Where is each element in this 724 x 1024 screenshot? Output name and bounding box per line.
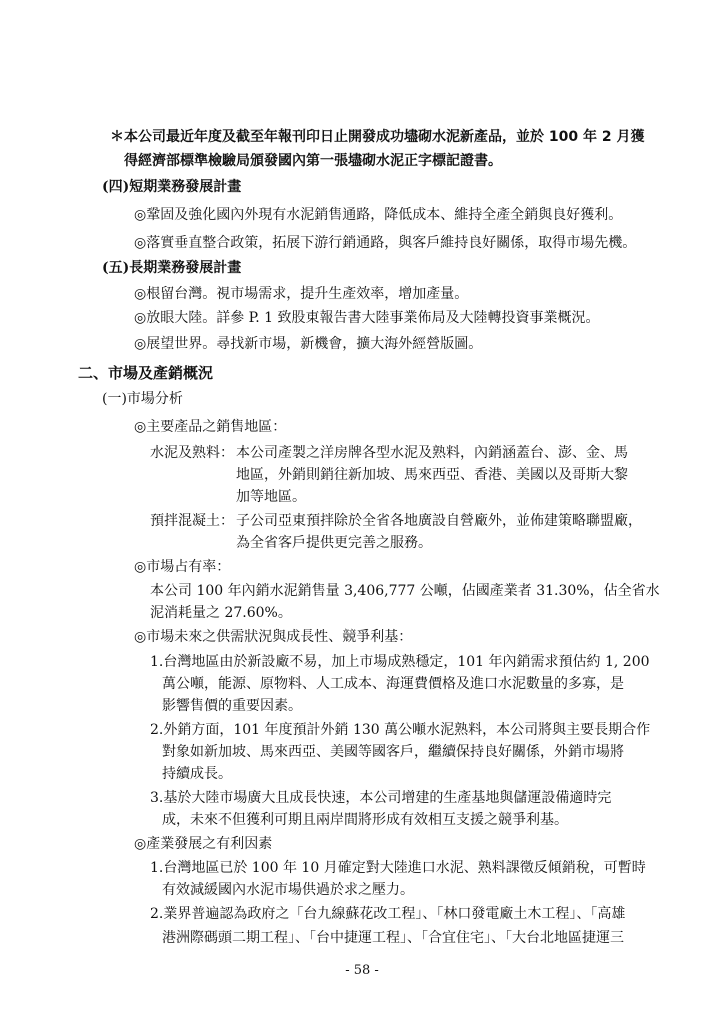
section-5-title: (五)長期業務發展計畫 [102,260,242,276]
future-item-2: 2.外銷方面，101 年度預計外銷 130 萬公噸水泥熟料，本公司將與主要長期合作 [150,722,651,738]
future-item-1: 萬公噸，能源、原物料、人工成本、海運費價格及進口水泥數量的多寡，是 [162,676,624,692]
cement-text: 地區，外銷則銷往新加坡、馬來西亞、香港、美國以及哥斯大黎 [236,467,628,483]
market-share-heading: ◎市場占有率： [134,559,231,575]
future-item-1: 影響售價的重要因素。 [162,698,302,714]
concrete-text: 為全省客戶提供更完善之服務。 [236,535,432,551]
section-4-item: ◎鞏固及強化國內外現有水泥銷售通路，降低成本、維持全產全銷與良好獲利。 [134,207,623,223]
favorable-item-2: 2.業界普遍認為政府之「台九線蘇花改工程」、「林口發電廠土木工程」、「高雄 [150,906,626,922]
section-4-item: ◎落實垂直整合政策，拓展下游行銷通路，與客戶維持良好關係，取得市場先機。 [134,235,637,251]
section-4-title: (四)短期業務發展計畫 [102,179,242,195]
future-item-2: 持續成長。 [162,766,232,782]
future-heading: ◎市場未來之供需狀況與成長性、競爭利基： [134,629,413,645]
future-item-1: 1.台灣地區由於新設廠不易，加上市場成熟穩定，101 年內銷需求預估約 1, 200 [150,654,650,670]
future-item-3: 3.基於大陸市場廣大且成長快速，本公司增建的生產基地與儲運設備適時完 [150,790,612,806]
section-2-sub-1: (一)市場分析 [102,391,183,407]
favorable-item-1: 1.台灣地區已於 100 年 10 月確定對大陸進口水泥、熟料課徵反傾銷稅，可暫時 [150,860,646,876]
favorable-item-1: 有效減緩國內水泥市場供過於求之壓力。 [162,882,414,898]
future-item-2: 對象如新加坡、馬來西亞、美國等國客戶，繼續保持良好關係，外銷市場將 [162,744,624,760]
section-5-item: ◎展望世界。尋找新市場，新機會，擴大海外經營版圖。 [134,336,483,352]
cement-text: 加等地區。 [236,489,306,505]
cement-text: 本公司產製之洋房牌各型水泥及熟料，內銷涵蓋台、澎、金、馬 [236,445,628,461]
future-item-3: 成，未來不但獲利可期且兩岸間將形成有效相互支援之競爭利基。 [162,812,568,828]
concrete-label: 預拌混凝土： [150,513,234,529]
section-5-item: ◎放眼大陸。詳參 P. 1 致股東報告書大陸事業佈局及大陸轉投資事業概況。 [134,310,600,326]
market-share-text: 本公司 100 年內銷水泥銷售量 3,406,777 公噸，佔國產業者 31.30%，佔全省水 [150,583,660,599]
note-line-1: ＊本公司最近年度及截至年報刊印日止開發成功壗砌水泥新產品，並於 100 年 2 月獲 [110,129,645,145]
section-2-title: 二、市場及產銷概況 [78,364,214,382]
cement-label: 水泥及熟料： [150,445,234,461]
sales-region-heading: ◎主要產品之銷售地區： [134,419,287,435]
section-5-item: ◎根留台灣。視市場需求，提升生產效率，增加產量。 [134,286,469,302]
page-number: - 58 - [345,963,379,978]
market-share-text: 泥消耗量之 27.60%。 [150,605,292,621]
note-line-2: 得經濟部標準檢驗局頒發國內第一張壗砌水泥正字標記證書。 [124,153,502,169]
favorable-item-2: 港洲際碼頭二期工程」、「台中捷運工程」、「合宜住宅」、「大台北地區捷運三 [162,930,624,946]
favorable-heading: ◎產業發展之有利因素 [134,836,273,852]
concrete-text: 子公司亞東預拌除於全省各地廣設自營廠外，並佈建策略聯盟廠， [236,513,642,529]
